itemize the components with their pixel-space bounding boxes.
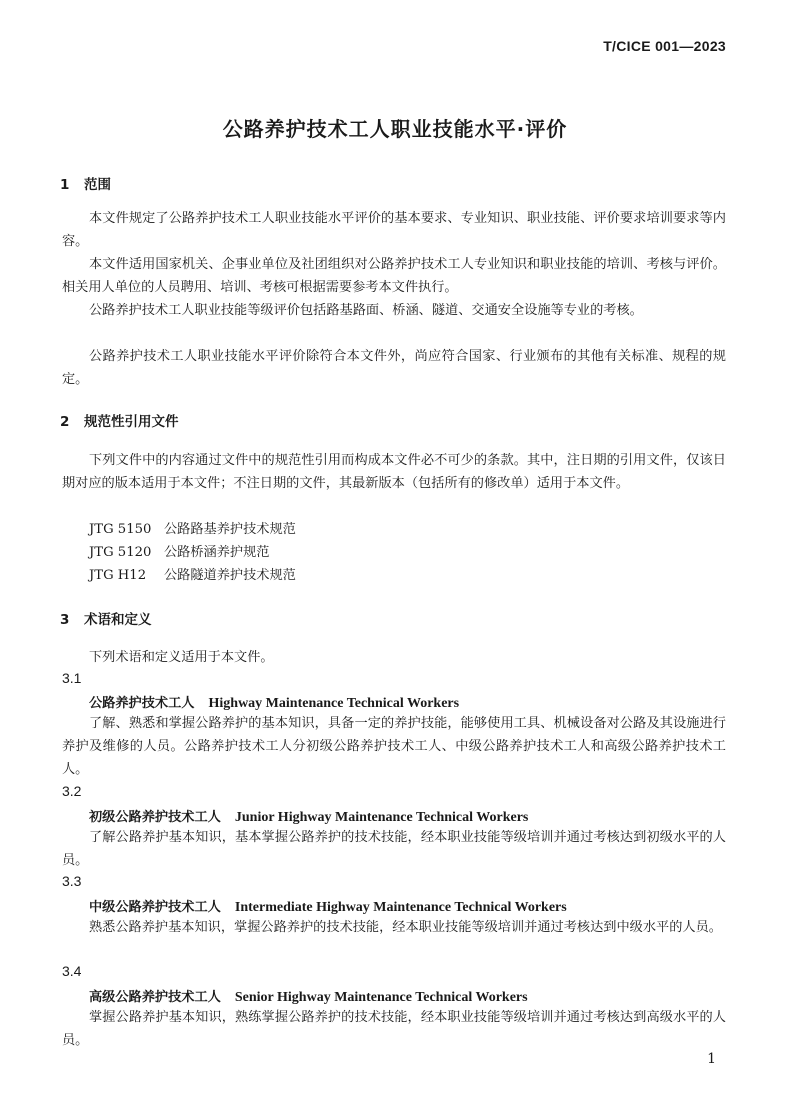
page-number: 1 — [707, 1051, 716, 1067]
term-english: Senior Highway Maintenance Technical Workers — [234, 990, 528, 1005]
paragraph: 下列文件中的内容通过文件中的规范性引用而构成本文件必不可少的条款。其中，注日期的引用文件，仅该日期对应的版本适用于本文件；不注日期的文件，其最新版本（包括所有的修改单）适用于本文件。 — [62, 453, 726, 491]
paragraph: 公路养护技术工人职业技能水平评价除符合本文件外，尚应符合国家、行业颁布的其他有关标准、规程的规定。 — [62, 349, 726, 387]
section-number: 3 — [60, 612, 70, 628]
reference-code: JTG H12 — [89, 568, 147, 583]
paragraph: 下列术语和定义适用于本文件。 — [89, 650, 274, 665]
term-chinese: 高级公路养护技术工人 — [89, 990, 221, 1005]
term-definition: 掌握公路养护基本知识，熟练掌握公路养护的技术技能，经本职业技能等级培训并通过考核达到高级水平的人员。 — [62, 1010, 726, 1048]
term-english: Junior Highway Maintenance Technical Workers — [234, 810, 529, 825]
clause-number: 3.2 — [62, 783, 82, 799]
clause-number: 3.1 — [62, 670, 82, 686]
clause-number: 3.3 — [62, 873, 82, 889]
term-definition: 了解公路养护基本知识，基本掌握公路养护的技术技能，经本职业技能等级培训并通过考核达到初级水平的人员。 — [62, 830, 726, 868]
term-title — [89, 692, 459, 712]
section-heading-scope — [60, 173, 111, 193]
term-definition: 了解、熟悉和掌握公路养护的基本知识，具备一定的养护技能，能够使用工具、机械设备对公路及其设施进行养护及维修的人员。公路养护技术工人分初级公路养护技术工人、中级公路养护技术工人和高级公路养护技术工人。 — [62, 716, 726, 777]
standard-code: T/CICE 001—2023 — [603, 38, 726, 54]
term-english: Highway Maintenance Technical Workers — [208, 696, 460, 711]
term-chinese: 初级公路养护技术工人 — [89, 810, 221, 825]
reference-item — [89, 518, 296, 541]
section-number: 2 — [60, 414, 70, 430]
term-english: Intermediate Highway Maintenance Technical Workers — [234, 900, 567, 915]
reference-item — [89, 564, 296, 587]
term-title — [89, 896, 567, 916]
reference-item — [89, 541, 270, 564]
document-title: 公路养护技术工人职业技能水平·评价 — [222, 117, 568, 141]
reference-name: 公路桥涵养护规范 — [164, 545, 270, 560]
reference-name: 公路隧道养护技术规范 — [164, 568, 296, 583]
paragraph: 本文件规定了公路养护技术工人职业技能水平评价的基本要求、专业知识、职业技能、评价要求培训要求等内容。 — [62, 211, 726, 249]
section-title: 范围 — [84, 177, 111, 193]
section-title: 规范性引用文件 — [84, 414, 179, 430]
section-heading-normative-references — [60, 410, 179, 430]
term-definition: 熟悉公路养护基本知识，掌握公路养护的技术技能，经本职业技能等级培训并通过考核达到中级水平的人员。 — [89, 920, 722, 935]
reference-name: 公路路基养护技术规范 — [164, 522, 296, 537]
section-number: 1 — [60, 177, 70, 193]
term-title — [89, 986, 528, 1006]
section-title: 术语和定义 — [84, 612, 152, 628]
paragraph: 公路养护技术工人职业技能等级评价包括路基路面、桥涵、隧道、交通安全设施等专业的考核。 — [89, 303, 643, 318]
reference-code: JTG 5120 — [89, 545, 152, 560]
term-chinese: 公路养护技术工人 — [89, 696, 195, 711]
reference-code: JTG 5150 — [89, 522, 152, 537]
paragraph: 本文件适用国家机关、企事业单位及社团组织对公路养护技术工人专业知识和职业技能的培训、考核与评价。相关用人单位的人员聘用、培训、考核可根据需要参考本文件执行。 — [62, 257, 726, 295]
section-heading-terms-definitions — [60, 608, 152, 628]
term-title — [89, 806, 528, 826]
clause-number: 3.4 — [62, 963, 82, 979]
term-chinese: 中级公路养护技术工人 — [89, 900, 221, 915]
